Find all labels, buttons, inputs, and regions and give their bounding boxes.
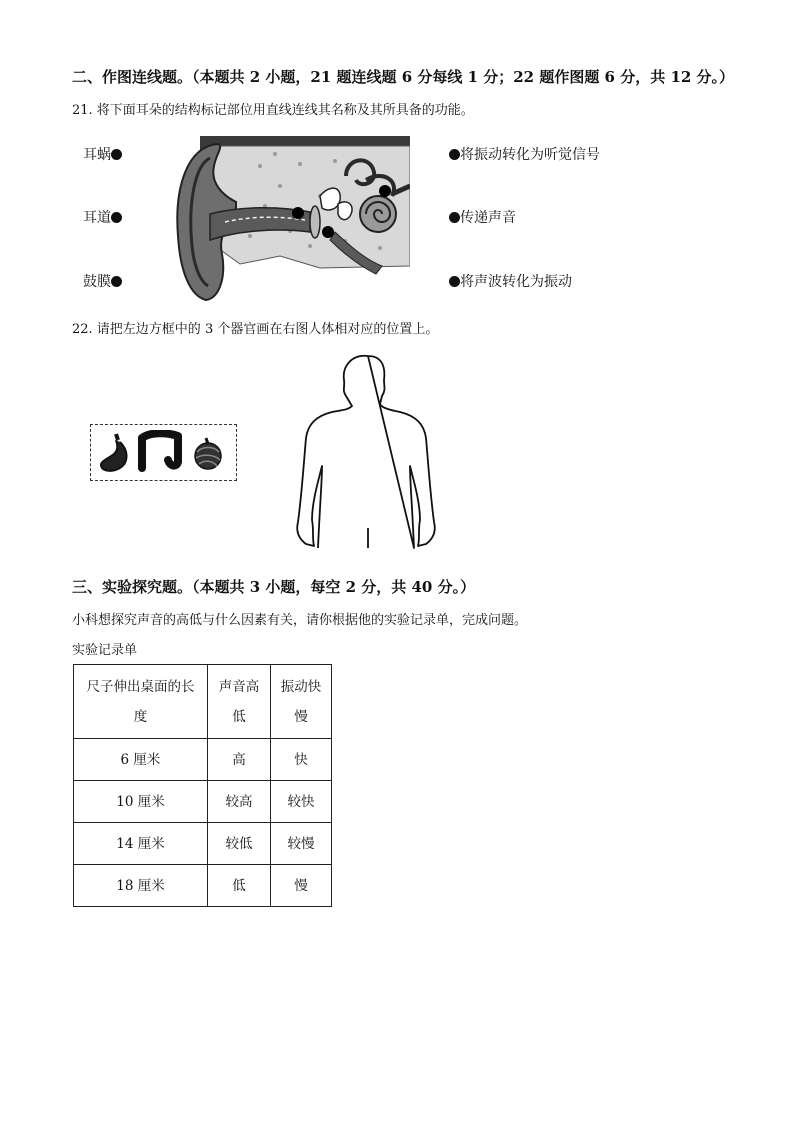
large-intestine-icon	[142, 433, 178, 468]
connect-dot[interactable]	[111, 276, 122, 287]
cell-length: 10 厘米	[74, 781, 208, 823]
connect-dot[interactable]	[449, 212, 460, 223]
experiment-record-table	[73, 664, 332, 907]
left-label-ear-canal: 耳道	[83, 207, 122, 227]
cell-pitch: 低	[208, 865, 271, 907]
table-row	[74, 781, 332, 823]
section2-heading: 二、作图连线题。（本题共 2 小题，21 题连线题 6 分每线 1 分；22 题作图题 6 分，共 12 分。）	[72, 68, 735, 86]
table-header-row	[74, 665, 332, 739]
cell-pitch: 较高	[208, 781, 271, 823]
table-row	[74, 865, 332, 907]
table-title: 实验记录单	[72, 643, 138, 658]
right-label-vibration: 将声波转化为振动	[449, 271, 572, 291]
cell-pitch: 高	[208, 739, 271, 781]
connect-dot[interactable]	[449, 276, 460, 287]
left-label-eardrum: 鼓膜	[83, 271, 122, 291]
cell-vibration: 较慢	[271, 823, 332, 865]
section3-intro: 小科想探究声音的高低与什么因素有关，请你根据他的实验记录单，完成问题。	[72, 613, 528, 628]
cell-vibration: 慢	[271, 865, 332, 907]
q22-prompt: 22. 请把左边方框中的 3 个器官画在右图人体相对应的位置上。	[72, 322, 439, 337]
small-intestine-icon	[195, 438, 221, 469]
header-vibration: 振动快 慢	[271, 665, 332, 739]
right-label-transmit: 传递声音	[449, 207, 516, 227]
section3-heading: 三、实验探究题。（本题共 3 小题，每空 2 分，共 40 分。）	[72, 578, 476, 596]
connect-dot[interactable]	[111, 149, 122, 160]
organs-icons	[96, 430, 226, 474]
right-label-signal: 将振动转化为听觉信号	[449, 144, 600, 164]
cell-length: 18 厘米	[74, 865, 208, 907]
table-row	[74, 823, 332, 865]
cell-vibration: 快	[271, 739, 332, 781]
human-body-outline	[290, 352, 442, 549]
header-pitch: 声音高 低	[208, 665, 271, 739]
ear-anatomy-image	[170, 136, 410, 302]
cell-vibration: 较快	[271, 781, 332, 823]
table-row	[74, 739, 332, 781]
connect-dot[interactable]	[449, 149, 460, 160]
connect-dot[interactable]	[111, 212, 122, 223]
cell-length: 6 厘米	[74, 739, 208, 781]
left-label-cochlea: 耳蜗	[83, 144, 122, 164]
header-length: 尺子伸出桌面的长 度	[74, 665, 208, 739]
q21-prompt: 21. 将下面耳朵的结构标记部位用直线连线其名称及其所具备的功能。	[72, 103, 474, 118]
stomach-icon	[101, 434, 127, 471]
cell-pitch: 较低	[208, 823, 271, 865]
cell-length: 14 厘米	[74, 823, 208, 865]
